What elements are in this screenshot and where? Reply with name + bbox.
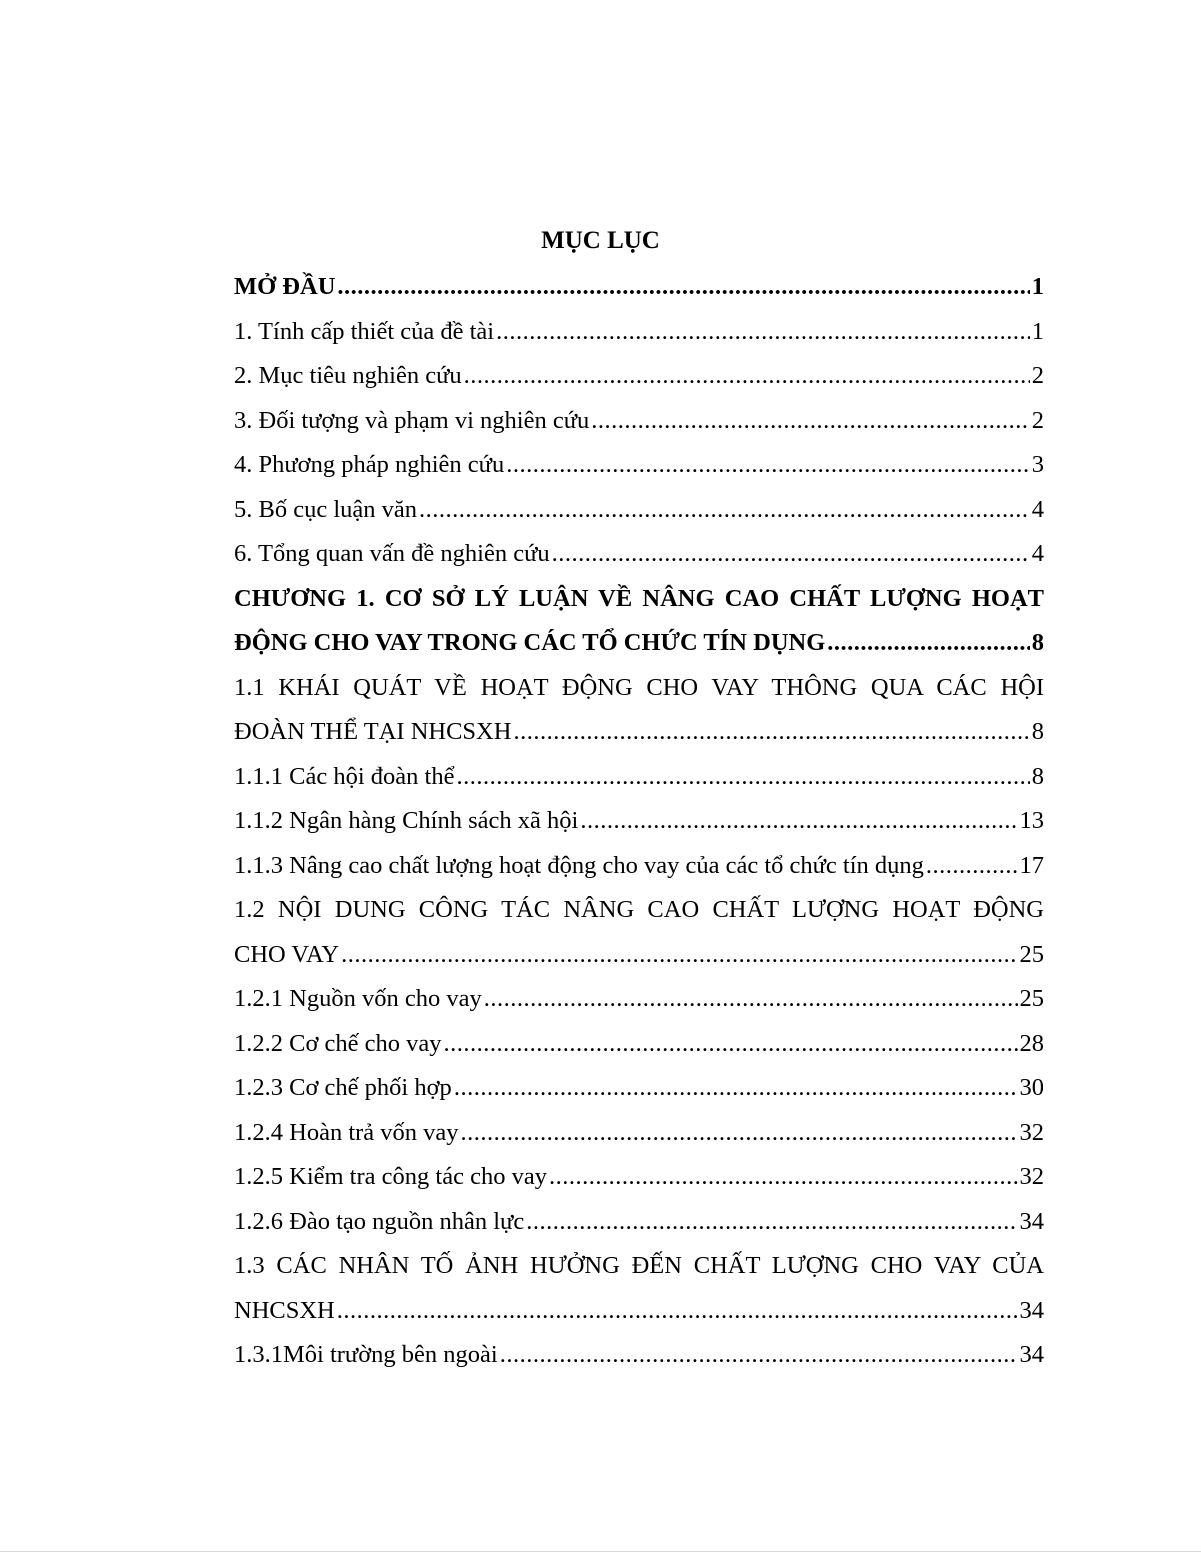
toc-entry-page-number: 25 (1019, 985, 1044, 1012)
dot-leader (444, 1022, 1018, 1067)
dot-leader (341, 933, 1017, 978)
toc-entry-heading-line: CHƯƠNG 1. CƠ SỞ LÝ LUẬN VỀ NÂNG CAO CHẤT LƯỢNG HOẠT (234, 584, 1044, 612)
toc-entry[interactable] (234, 799, 1044, 844)
toc-entry-heading-line: 1.3 CÁC NHÂN TỐ ẢNH HƯỞNG ĐẾN CHẤT LƯỢNG CHO VAY CỦA (234, 1252, 1044, 1279)
dot-leader (454, 1066, 1018, 1111)
toc-entry-label: 1.2.1 Nguồn vốn cho vay (234, 985, 482, 1012)
dot-leader (456, 755, 1029, 800)
toc-entry[interactable] (234, 1289, 1044, 1334)
toc-entry-label: 1.2.2 Cơ chế cho vay (234, 1029, 442, 1057)
toc-entry-page-number: 1 (1031, 273, 1044, 300)
toc-entry[interactable] (234, 710, 1044, 755)
toc-entry-label: 2. Mục tiêu nghiên cứu (234, 362, 462, 389)
dot-leader (337, 265, 1029, 310)
toc-entry-page-number: 34 (1019, 1341, 1044, 1368)
toc-entry-label: MỞ ĐẦU (234, 273, 336, 300)
page-bottom-rule (0, 1551, 1201, 1552)
toc-entry-label: 1.1.3 Nâng cao chất lượng hoạt động cho vay của các tổ chức tín dụng (234, 851, 924, 879)
toc-entry-page-number: 3 (1031, 451, 1044, 478)
toc-entry-page-number: 1 (1031, 317, 1044, 345)
toc-entry[interactable] (234, 977, 1044, 1022)
toc-entry-heading-line: 1.2 NỘI DUNG CÔNG TÁC NÂNG CAO CHẤT LƯỢNG HOẠT ĐỘNG (234, 896, 1044, 923)
toc-entry[interactable] (234, 621, 1044, 666)
toc-entry-page-number: 34 (1019, 1207, 1044, 1235)
table-of-contents (234, 265, 1044, 1378)
toc-entry[interactable] (234, 933, 1044, 978)
toc-entry[interactable] (234, 1333, 1044, 1378)
toc-entry-label: 3. Đối tượng và phạm vi nghiên cứu (234, 406, 590, 434)
dot-leader (513, 710, 1029, 755)
dot-leader (496, 310, 1030, 355)
toc-entry-label: 1. Tính cấp thiết của đề tài (234, 317, 495, 345)
toc-entry[interactable] (234, 265, 1044, 310)
dot-leader (827, 621, 1029, 666)
toc-entry-page-number: 28 (1019, 1029, 1044, 1057)
dot-leader (500, 1333, 1018, 1378)
toc-entry-page-number: 13 (1019, 807, 1044, 834)
toc-entry-label: 1.3.1Môi trường bên ngoài (234, 1341, 498, 1368)
dot-leader (591, 399, 1030, 444)
dot-leader (419, 488, 1030, 533)
toc-entry-page-number: 30 (1019, 1074, 1044, 1101)
toc-entry-label: 5. Bố cục luận văn (234, 495, 418, 523)
toc-entry-page-number: 4 (1031, 540, 1044, 567)
dot-leader (526, 1200, 1017, 1245)
dot-leader (926, 844, 1018, 889)
toc-entry-label: ĐOÀN THỂ TẠI NHCSXH (234, 718, 512, 745)
dot-leader (484, 977, 1018, 1022)
toc-entry[interactable] (234, 844, 1044, 889)
dot-leader (549, 1155, 1018, 1200)
toc-entry[interactable] (234, 755, 1044, 800)
dot-leader (580, 799, 1017, 844)
toc-entry-label: 1.2.5 Kiểm tra công tác cho vay (234, 1163, 547, 1190)
toc-entry[interactable] (234, 1022, 1044, 1067)
dot-leader (552, 532, 1030, 577)
toc-entry-label: 1.2.4 Hoàn trả vốn vay (234, 1118, 459, 1146)
toc-entry-page-number: 2 (1031, 406, 1044, 434)
toc-entry-page-number: 8 (1031, 762, 1044, 790)
toc-entry[interactable] (234, 310, 1044, 355)
toc-entry[interactable] (234, 1155, 1044, 1200)
toc-entry[interactable] (234, 443, 1044, 488)
toc-entry[interactable] (234, 532, 1044, 577)
toc-entry[interactable] (234, 399, 1044, 444)
toc-entry[interactable] (234, 1200, 1044, 1245)
toc-entry-page-number: 8 (1031, 718, 1044, 745)
toc-entry-page-number: 17 (1019, 851, 1044, 879)
toc-entry[interactable] (234, 1066, 1044, 1111)
toc-entry-label: 1.1.1 Các hội đoàn thể (234, 762, 455, 790)
toc-entry-label: 1.1.2 Ngân hàng Chính sách xã hội (234, 807, 579, 834)
toc-entry[interactable] (234, 354, 1044, 399)
toc-entry-label: NHCSXH (234, 1296, 335, 1324)
toc-entry-label: 4. Phương pháp nghiên cứu (234, 451, 505, 478)
toc-entry-page-number: 2 (1031, 362, 1044, 389)
toc-entry[interactable] (234, 488, 1044, 533)
toc-entry-page-number: 32 (1019, 1163, 1044, 1190)
toc-entry-page-number: 32 (1019, 1118, 1044, 1146)
toc-entry-heading-line: 1.1 KHÁI QUÁT VỀ HOẠT ĐỘNG CHO VAY THÔNG QUA CÁC HỘI (234, 673, 1044, 701)
toc-entry-page-number: 4 (1031, 495, 1044, 523)
toc-entry-page-number: 34 (1019, 1296, 1044, 1324)
dot-leader (464, 354, 1030, 399)
dot-leader (337, 1289, 1018, 1334)
toc-entry-page-number: 8 (1031, 629, 1044, 656)
toc-entry-label: 1.2.6 Đào tạo nguồn nhân lực (234, 1207, 525, 1235)
toc-entry[interactable] (234, 1111, 1044, 1156)
toc-entry-label: ĐỘNG CHO VAY TRONG CÁC TỔ CHỨC TÍN DỤNG (234, 629, 826, 656)
toc-entry-label: 6. Tổng quan vấn đề nghiên cứu (234, 540, 550, 567)
toc-entry-label: 1.2.3 Cơ chế phối hợp (234, 1074, 452, 1101)
toc-title: MỤC LỤC (541, 227, 660, 254)
dot-leader (461, 1111, 1018, 1156)
toc-entry-label: CHO VAY (234, 940, 340, 968)
dot-leader (506, 443, 1030, 488)
toc-entry-page-number: 25 (1019, 940, 1044, 968)
